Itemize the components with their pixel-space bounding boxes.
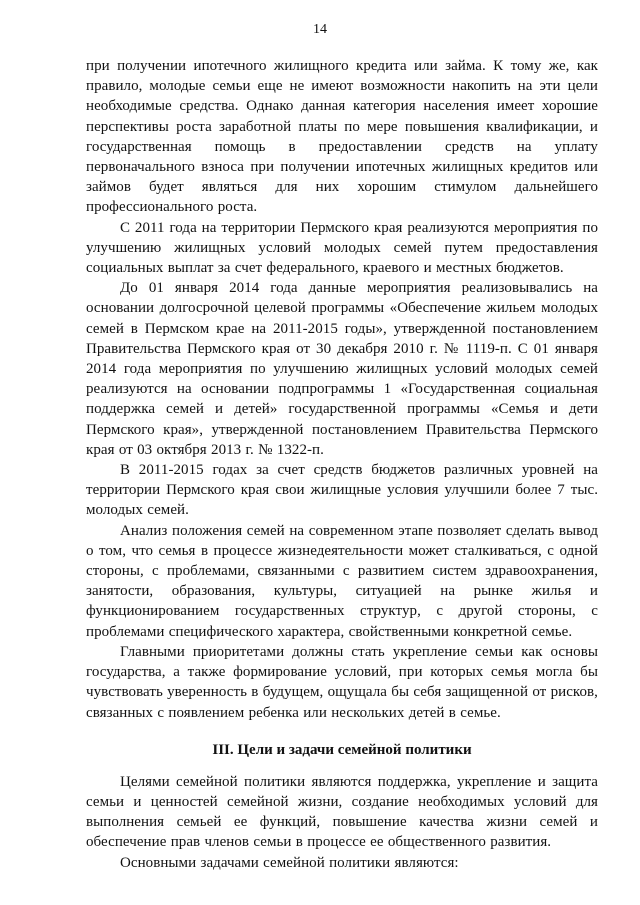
document-body xyxy=(86,56,598,873)
paragraph-programs-basis: До 01 января 2014 года данные мероприятия реализовывались на основании долгосрочной целевой программы «Обеспечение жильем молодых семей в Пермском крае на 2011-2015 годы», утвержденной постановлением Правительства Пермского края от 30 декабря 2010 г. № 1119-п. С 01 января 2014 года мероприятия по улучшению жилищных условий молодых семей реализуются на основании подпрограммы 1 «Государственная социальная поддержка семей и детей» государственной программы «Семья и дети Пермского края», утвержденной постановлением Правительства Пермского края от 03 октября 2013 г. № 1322-п. xyxy=(86,280,598,458)
page-number: 14 xyxy=(313,22,327,37)
paragraph-priorities: Главными приоритетами должны стать укрепление семьи как основы государства, а также формирование условий, при которых семья могла бы чувствовать уверенность в будущем, ощущала бы себя защищенной от рисков, связанных с появлением ребенка или нескольких детей в семье. xyxy=(86,643,598,721)
section-heading: III. Цели и задачи семейной политики xyxy=(212,741,472,758)
paragraph-perm-2011-measures: С 2011 года на территории Пермского края реализуются мероприятия по улучшению жилищных условий молодых семей путем предоставления социальных выплат за счет федерального, краевого и местных бюджетов. xyxy=(86,219,598,277)
paragraph-mortgage-continuation: при получении ипотечного жилищного кредита или займа. К тому же, как правило, молодые семьи еще не имеют возможности накопить на эти цели необходимые средства. Однако данная категория населения имеет хорошие перспективы роста заработной платы по мере повышения квалификации, и государственная помощь в предоставлении средств на уплату первоначального взноса при получении ипотечных жилищных кредитов или займов будет являться для них хорошим стимулом дальнейшего профессионального роста. xyxy=(86,58,598,216)
paragraph-policy-goals: Целями семейной политики являются поддержка, укрепление и защита семьи и ценностей семейной жизни, создание необходимых условий для выполнения семьей ее функций, повышение качества жизни семей и обеспечение прав членов семьи в процессе ее общественного развития. xyxy=(86,773,598,851)
paragraph-family-analysis: Анализ положения семей на современном этапе позволяет сделать вывод о том, что семья в процессе жизнедеятельности может сталкиваться, с одной стороны, с проблемами, связанными с развитием систем здравоохранения, занятости, образования, культуры, ситуацией на рынке жилья и функционированием государственных структур, с другой стороны, с проблемами специфического характера, свойственными конкретной семье. xyxy=(86,522,598,640)
paragraph-policy-tasks-intro: Основными задачами семейной политики являются: xyxy=(120,854,459,871)
paragraph-housing-results: В 2011-2015 годах за счет средств бюджетов различных уровней на территории Пермского края свои жилищные условия улучшили более 7 тыс. молодых семей. xyxy=(86,462,598,519)
